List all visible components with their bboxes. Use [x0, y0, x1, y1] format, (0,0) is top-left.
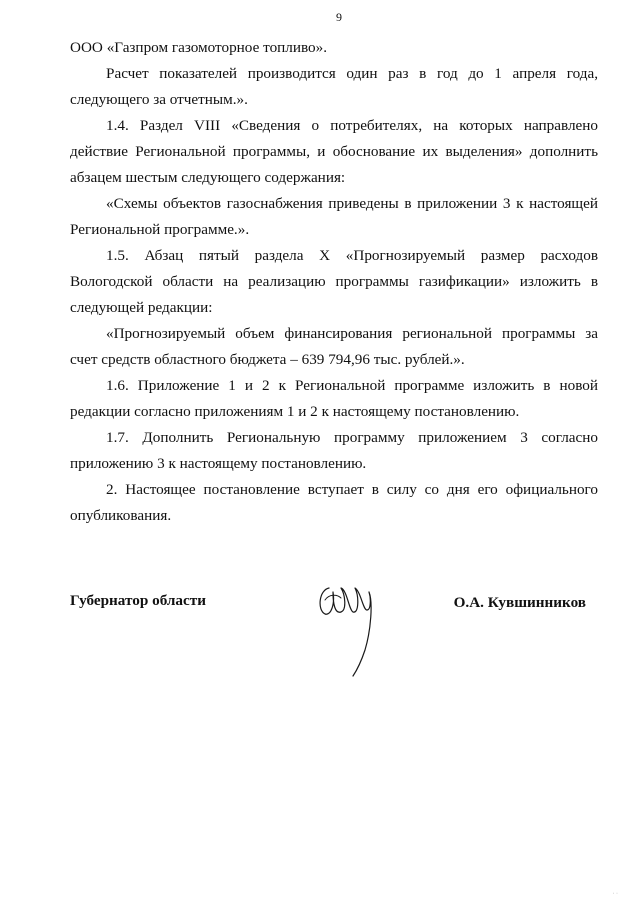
- paragraph-item-1-4: 1.4. Раздел VIII «Сведения о потребителях, на которых направлено действие Региональной программы, и обоснование их выделения» дополнить абзацем шестым следующего содержания:: [70, 117, 598, 186]
- paragraph-item-1-6: 1.6. Приложение 1 и 2 к Региональной программе изложить в новой редакции согласно приложениям 1 и 2 к настоящему постановлению.: [70, 377, 598, 420]
- document-body: [70, 35, 598, 529]
- paragraph-quote-financing: «Прогнозируемый объем финансирования региональной программы за счет средств областного бюджета – 639 794,96 тыс. рублей.».: [70, 325, 598, 368]
- paragraph-quote-schemes: «Схемы объектов газоснабжения приведены в приложении 3 к настоящей Региональной программе.».: [70, 195, 598, 238]
- governor-name: О.А. Кувшинников: [453, 594, 586, 611]
- signature-block: [70, 590, 598, 680]
- scan-mark: · ·: [612, 891, 618, 897]
- handwritten-signature: [315, 580, 385, 680]
- paragraph-continuation: ООО «Газпром газомоторное топливо».: [70, 39, 328, 56]
- paragraph-calculation-note: Расчет показателей производится один раз в год до 1 апреля года, следующего за отчетным.».: [70, 65, 598, 108]
- paragraph-item-1-7: 1.7. Дополнить Региональную программу приложением 3 согласно приложению 3 к настоящему постановлению.: [70, 429, 598, 472]
- paragraph-item-2: 2. Настоящее постановление вступает в силу со дня его официального опубликования.: [70, 481, 598, 524]
- governor-title: Губернатор области: [70, 592, 206, 609]
- page-number: 9: [336, 10, 342, 24]
- paragraph-item-1-5: 1.5. Абзац пятый раздела X «Прогнозируемый размер расходов Вологодской области на реализацию программы газификации» изложить в следующей редакции:: [70, 247, 598, 316]
